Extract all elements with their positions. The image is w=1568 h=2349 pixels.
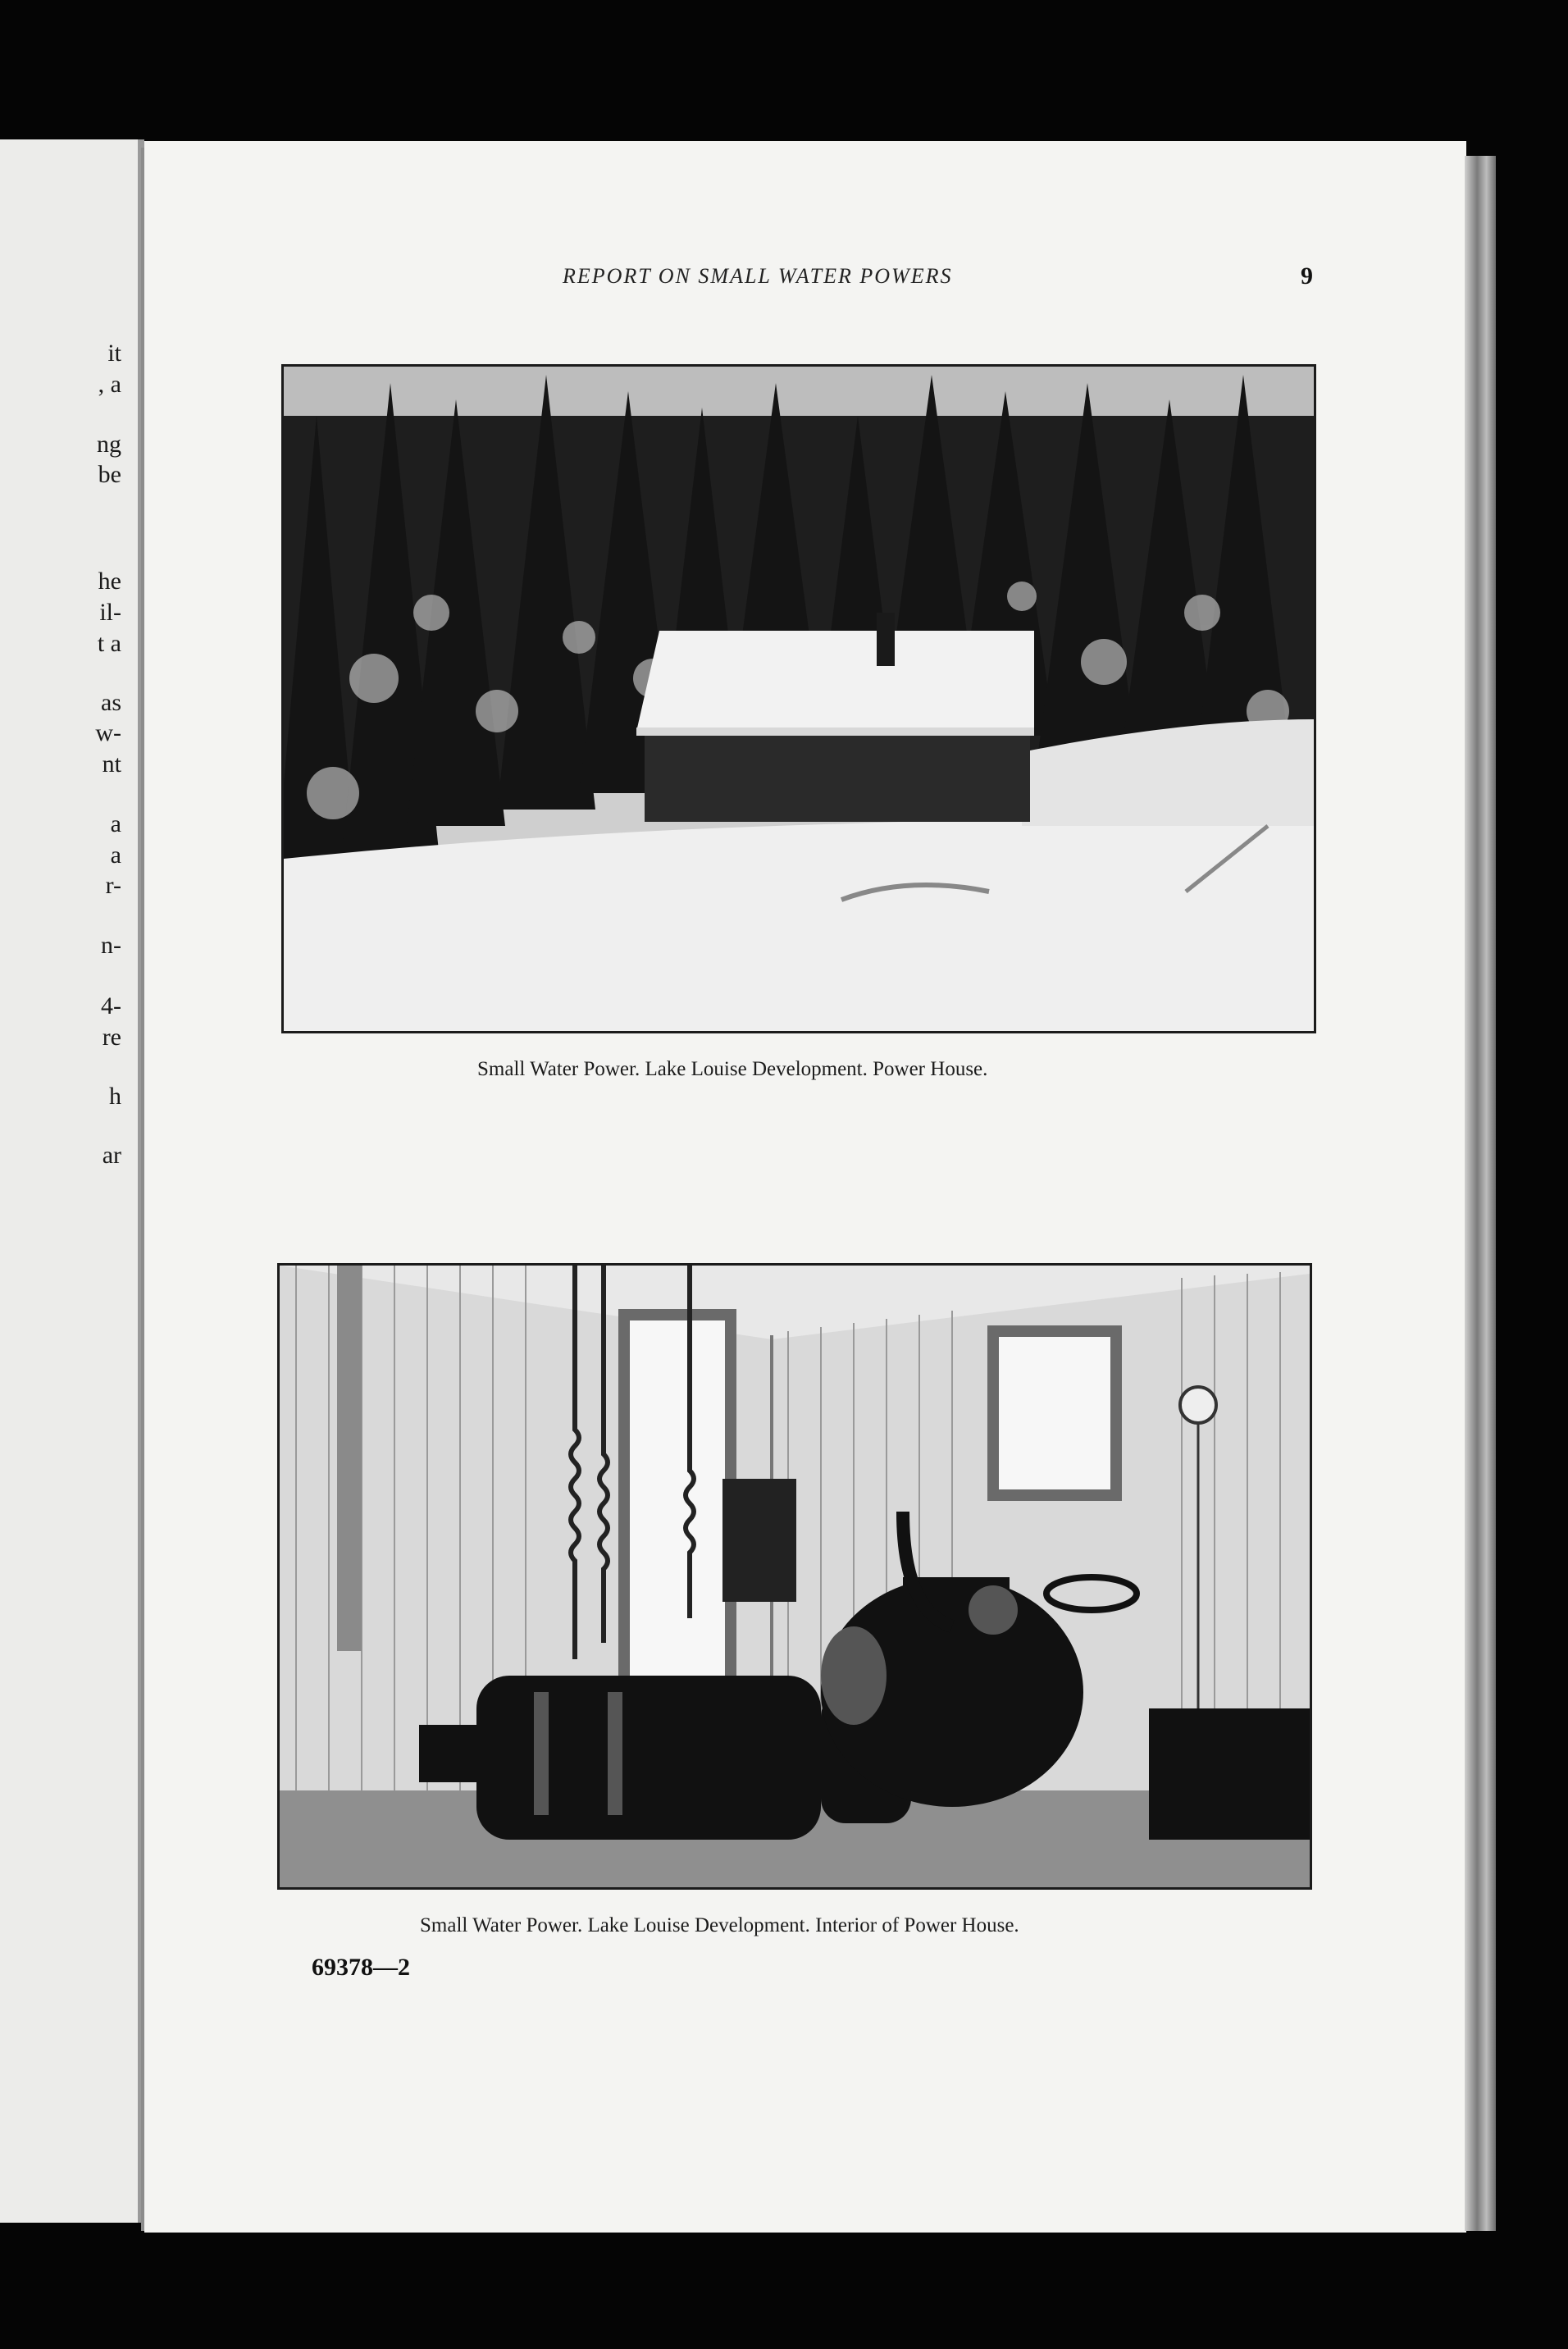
facing-page-text: t a <box>97 630 121 657</box>
page-edge <box>1465 156 1496 2231</box>
signature-mark: 69378—2 <box>312 1954 410 1981</box>
power-house-interior-photo <box>277 1263 1312 1890</box>
facing-page-text: nt <box>102 750 121 778</box>
facing-page-text: il- <box>99 599 121 626</box>
snowy-cabin-photo <box>281 364 1316 1033</box>
facing-page-text: ng <box>97 431 121 458</box>
facing-page-text: , a <box>98 371 121 398</box>
facing-page-text: as <box>101 689 121 716</box>
running-title: REPORT ON SMALL WATER POWERS <box>563 264 953 288</box>
facing-page <box>0 139 144 2223</box>
facing-page-text: be <box>98 461 121 488</box>
facing-page-text: w- <box>95 719 121 746</box>
figure-caption: Small Water Power. Lake Louise Development. Power House. <box>477 1058 988 1080</box>
facing-page-text: he <box>98 568 121 595</box>
facing-page-text: a <box>110 810 121 837</box>
page-number: 9 <box>1301 262 1313 290</box>
facing-page-text: r- <box>105 872 121 899</box>
facing-page-text: ar <box>102 1142 121 1169</box>
figure-caption: Small Water Power. Lake Louise Development. Interior of Power House. <box>420 1914 1019 1936</box>
facing-page-text: it <box>107 340 121 367</box>
facing-page-text: h <box>109 1083 121 1110</box>
facing-page-text: re <box>102 1024 121 1051</box>
facing-page-text: 4- <box>101 992 121 1019</box>
facing-page-text: n- <box>101 932 121 959</box>
facing-page-text: a <box>110 842 121 869</box>
